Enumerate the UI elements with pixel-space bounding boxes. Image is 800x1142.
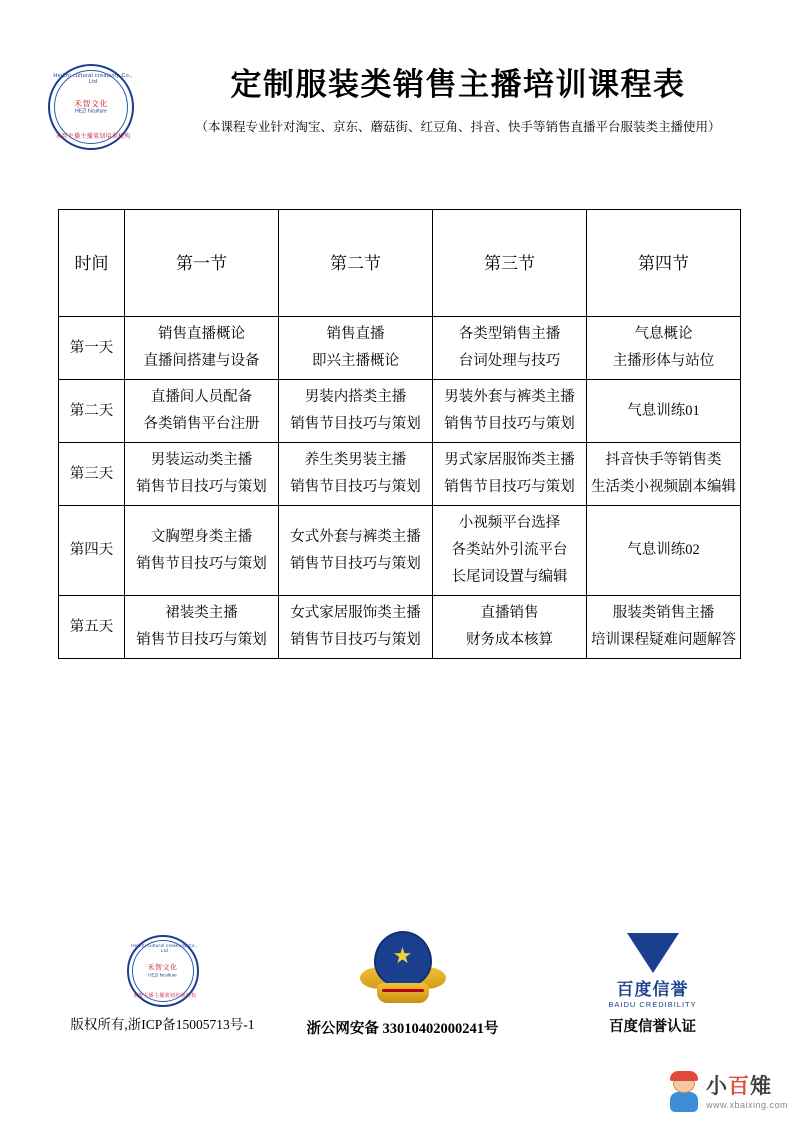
police-badge-icon bbox=[360, 931, 446, 1011]
cell-line: 男装外套与裤类主播 bbox=[444, 389, 575, 405]
table-cell bbox=[587, 380, 741, 443]
row-day-label: 第一天 bbox=[59, 317, 125, 380]
table-cell bbox=[587, 317, 741, 380]
baidu-mark-cn-text: 百度信誉 bbox=[616, 980, 689, 999]
table-cell bbox=[433, 380, 587, 443]
footer-item-baidu-credibility bbox=[545, 933, 760, 1036]
column-header-session-4: 第四节 bbox=[587, 210, 741, 317]
table-row bbox=[59, 596, 741, 659]
title-block bbox=[158, 62, 758, 136]
site-watermark bbox=[668, 1072, 792, 1128]
column-header-time: 时间 bbox=[59, 210, 125, 317]
hezhi-culture-seal-icon bbox=[48, 64, 134, 150]
badge-base-line bbox=[382, 989, 424, 992]
table-cell bbox=[125, 317, 279, 380]
table-header-row bbox=[59, 210, 741, 317]
footer-item-icp bbox=[55, 935, 270, 1033]
table-row bbox=[59, 317, 741, 380]
cell-line: 财务成本核算 bbox=[466, 632, 553, 648]
page-title: 定制服装类销售主播培训课程表 bbox=[230, 67, 686, 102]
schedule-table bbox=[58, 209, 741, 659]
row-day-label: 第五天 bbox=[59, 596, 125, 659]
cell-line: 销售节目技巧与策划 bbox=[290, 479, 421, 495]
cell-line: 气息训练01 bbox=[627, 402, 700, 419]
seal-en-text: HEZI hiculture bbox=[75, 108, 107, 115]
badge-shield bbox=[374, 931, 432, 987]
table-cell bbox=[279, 443, 433, 506]
cell-line: 各类站外引流平台 bbox=[451, 542, 568, 558]
cell-line: 销售节目技巧与策划 bbox=[444, 479, 575, 495]
page-subtitle: （本课程专业针对淘宝、京东、蘑菇街、红豆角、抖音、快手等销售直播平台服装类主播使用） bbox=[195, 120, 721, 134]
cell-line: 各类销售平台注册 bbox=[143, 416, 260, 432]
mascot-body bbox=[670, 1092, 698, 1112]
cell-line: 销售节目技巧与策划 bbox=[444, 416, 575, 432]
seal-arc-bottom-text: 禾智主播主播策划培训机构 bbox=[55, 134, 131, 140]
table-header bbox=[59, 210, 741, 317]
cell-line: 培训课程疑难问题解答 bbox=[591, 632, 736, 648]
baidu-credibility-icon bbox=[578, 933, 728, 1009]
badge-base bbox=[377, 983, 429, 1003]
cell-line: 生活类小视频剧本编辑 bbox=[591, 479, 736, 495]
table-cell bbox=[433, 443, 587, 506]
column-header-session-1: 第一节 bbox=[125, 210, 279, 317]
watermark-char-2: 百 bbox=[728, 1074, 750, 1098]
cell-line: 文胸塑身类主播 bbox=[150, 528, 253, 545]
cell-line: 男式家居服饰类主播 bbox=[444, 452, 575, 468]
table-cell bbox=[125, 506, 279, 596]
company-logo bbox=[48, 64, 134, 150]
seal-cn-text: 禾智文化 bbox=[74, 99, 108, 109]
hezhi-culture-seal-icon bbox=[127, 935, 199, 1007]
seal-cn-text: 禾智文化 bbox=[147, 964, 178, 972]
cell-line: 即兴主播概论 bbox=[312, 353, 399, 369]
cell-line: 主播形体与站位 bbox=[612, 353, 715, 369]
baidu-credibility-text: 百度信誉认证 bbox=[609, 1019, 696, 1035]
table-body bbox=[59, 317, 741, 659]
seal-en-text: HEZI hiculture bbox=[148, 972, 177, 978]
table-cell bbox=[587, 443, 741, 506]
cell-line: 销售节目技巧与策划 bbox=[290, 632, 421, 648]
table-row bbox=[59, 443, 741, 506]
baidu-mark-en-text: BAIDU CREDIBILITY bbox=[608, 1000, 697, 1009]
seal-arc-top-text: HeiZhi cultural creativity Co., Ltd bbox=[131, 943, 198, 953]
cell-line: 销售节目技巧与策划 bbox=[290, 416, 421, 432]
seal-arc-top-text: HeiZhi cultural creativity Co., Ltd bbox=[53, 73, 133, 85]
table-cell bbox=[587, 506, 741, 596]
cell-line: 气息概论 bbox=[634, 326, 693, 342]
table-cell bbox=[433, 506, 587, 596]
column-header-session-2: 第二节 bbox=[279, 210, 433, 317]
table-row bbox=[59, 380, 741, 443]
watermark-text bbox=[706, 1072, 792, 1110]
cell-line: 直播销售 bbox=[480, 605, 539, 621]
cell-line: 各类型销售主播 bbox=[458, 326, 561, 342]
row-day-label: 第四天 bbox=[59, 506, 125, 596]
table-cell bbox=[125, 380, 279, 443]
document-header bbox=[48, 62, 752, 172]
cell-line: 直播间人员配备 bbox=[150, 389, 253, 405]
table-cell bbox=[279, 380, 433, 443]
cell-line: 女式外套与裤类主播 bbox=[290, 528, 421, 545]
schedule-table-container bbox=[58, 209, 740, 659]
seal-center-text bbox=[54, 100, 128, 115]
table-cell bbox=[279, 506, 433, 596]
mascot-hat bbox=[670, 1071, 698, 1081]
cell-line: 销售节目技巧与策划 bbox=[136, 555, 267, 572]
table-cell bbox=[279, 596, 433, 659]
police-record-text: 浙公网安备 33010402000241号 bbox=[306, 1021, 499, 1037]
cell-line: 抖音快手等销售类 bbox=[605, 452, 722, 468]
column-header-session-3: 第三节 bbox=[433, 210, 587, 317]
cell-line: 气息训练02 bbox=[627, 542, 700, 558]
watermark-title bbox=[706, 1072, 792, 1100]
cell-line: 男装运动类主播 bbox=[150, 452, 253, 468]
cell-line: 销售节目技巧与策划 bbox=[290, 555, 421, 572]
cell-line: 销售节目技巧与策划 bbox=[136, 479, 267, 495]
seal-arc-bottom-text: 禾智主播主播策划培训机构 bbox=[132, 993, 197, 999]
cell-line: 长尾词设置与编辑 bbox=[451, 569, 568, 585]
cell-line: 直播间搭建与设备 bbox=[143, 353, 260, 369]
footer-item-police-record bbox=[295, 931, 510, 1038]
row-day-label: 第二天 bbox=[59, 380, 125, 443]
badge-star-icon: ★ bbox=[392, 943, 413, 968]
table-cell bbox=[587, 596, 741, 659]
cell-line: 销售直播概论 bbox=[158, 326, 245, 342]
icp-record-text: 版权所有,浙ICP备15005713号-1 bbox=[70, 1017, 255, 1032]
table-cell bbox=[125, 443, 279, 506]
cell-line: 裙装类主播 bbox=[165, 605, 238, 621]
table-cell bbox=[433, 596, 587, 659]
cell-line: 销售直播 bbox=[326, 326, 385, 342]
watermark-url: www.xbaixing.com bbox=[706, 1100, 789, 1110]
baidu-v-mark bbox=[627, 933, 679, 973]
cell-line: 服装类销售主播 bbox=[612, 605, 715, 621]
mascot-icon bbox=[668, 1074, 702, 1114]
cell-line: 销售节目技巧与策划 bbox=[136, 632, 267, 648]
table-cell bbox=[279, 317, 433, 380]
seal-center-text bbox=[126, 964, 200, 979]
cell-line: 台词处理与技巧 bbox=[458, 353, 561, 369]
watermark-char-1: 小 bbox=[706, 1074, 728, 1098]
cell-line: 男装内搭类主播 bbox=[304, 389, 407, 405]
document-footer bbox=[0, 925, 800, 1070]
table-row bbox=[59, 506, 741, 596]
watermark-char-3: 雉 bbox=[750, 1074, 772, 1098]
table-cell bbox=[433, 317, 587, 380]
row-day-label: 第三天 bbox=[59, 443, 125, 506]
cell-line: 小视频平台选择 bbox=[458, 515, 561, 531]
cell-line: 养生类男装主播 bbox=[304, 452, 407, 468]
table-cell bbox=[125, 596, 279, 659]
cell-line: 女式家居服饰类主播 bbox=[290, 605, 421, 621]
